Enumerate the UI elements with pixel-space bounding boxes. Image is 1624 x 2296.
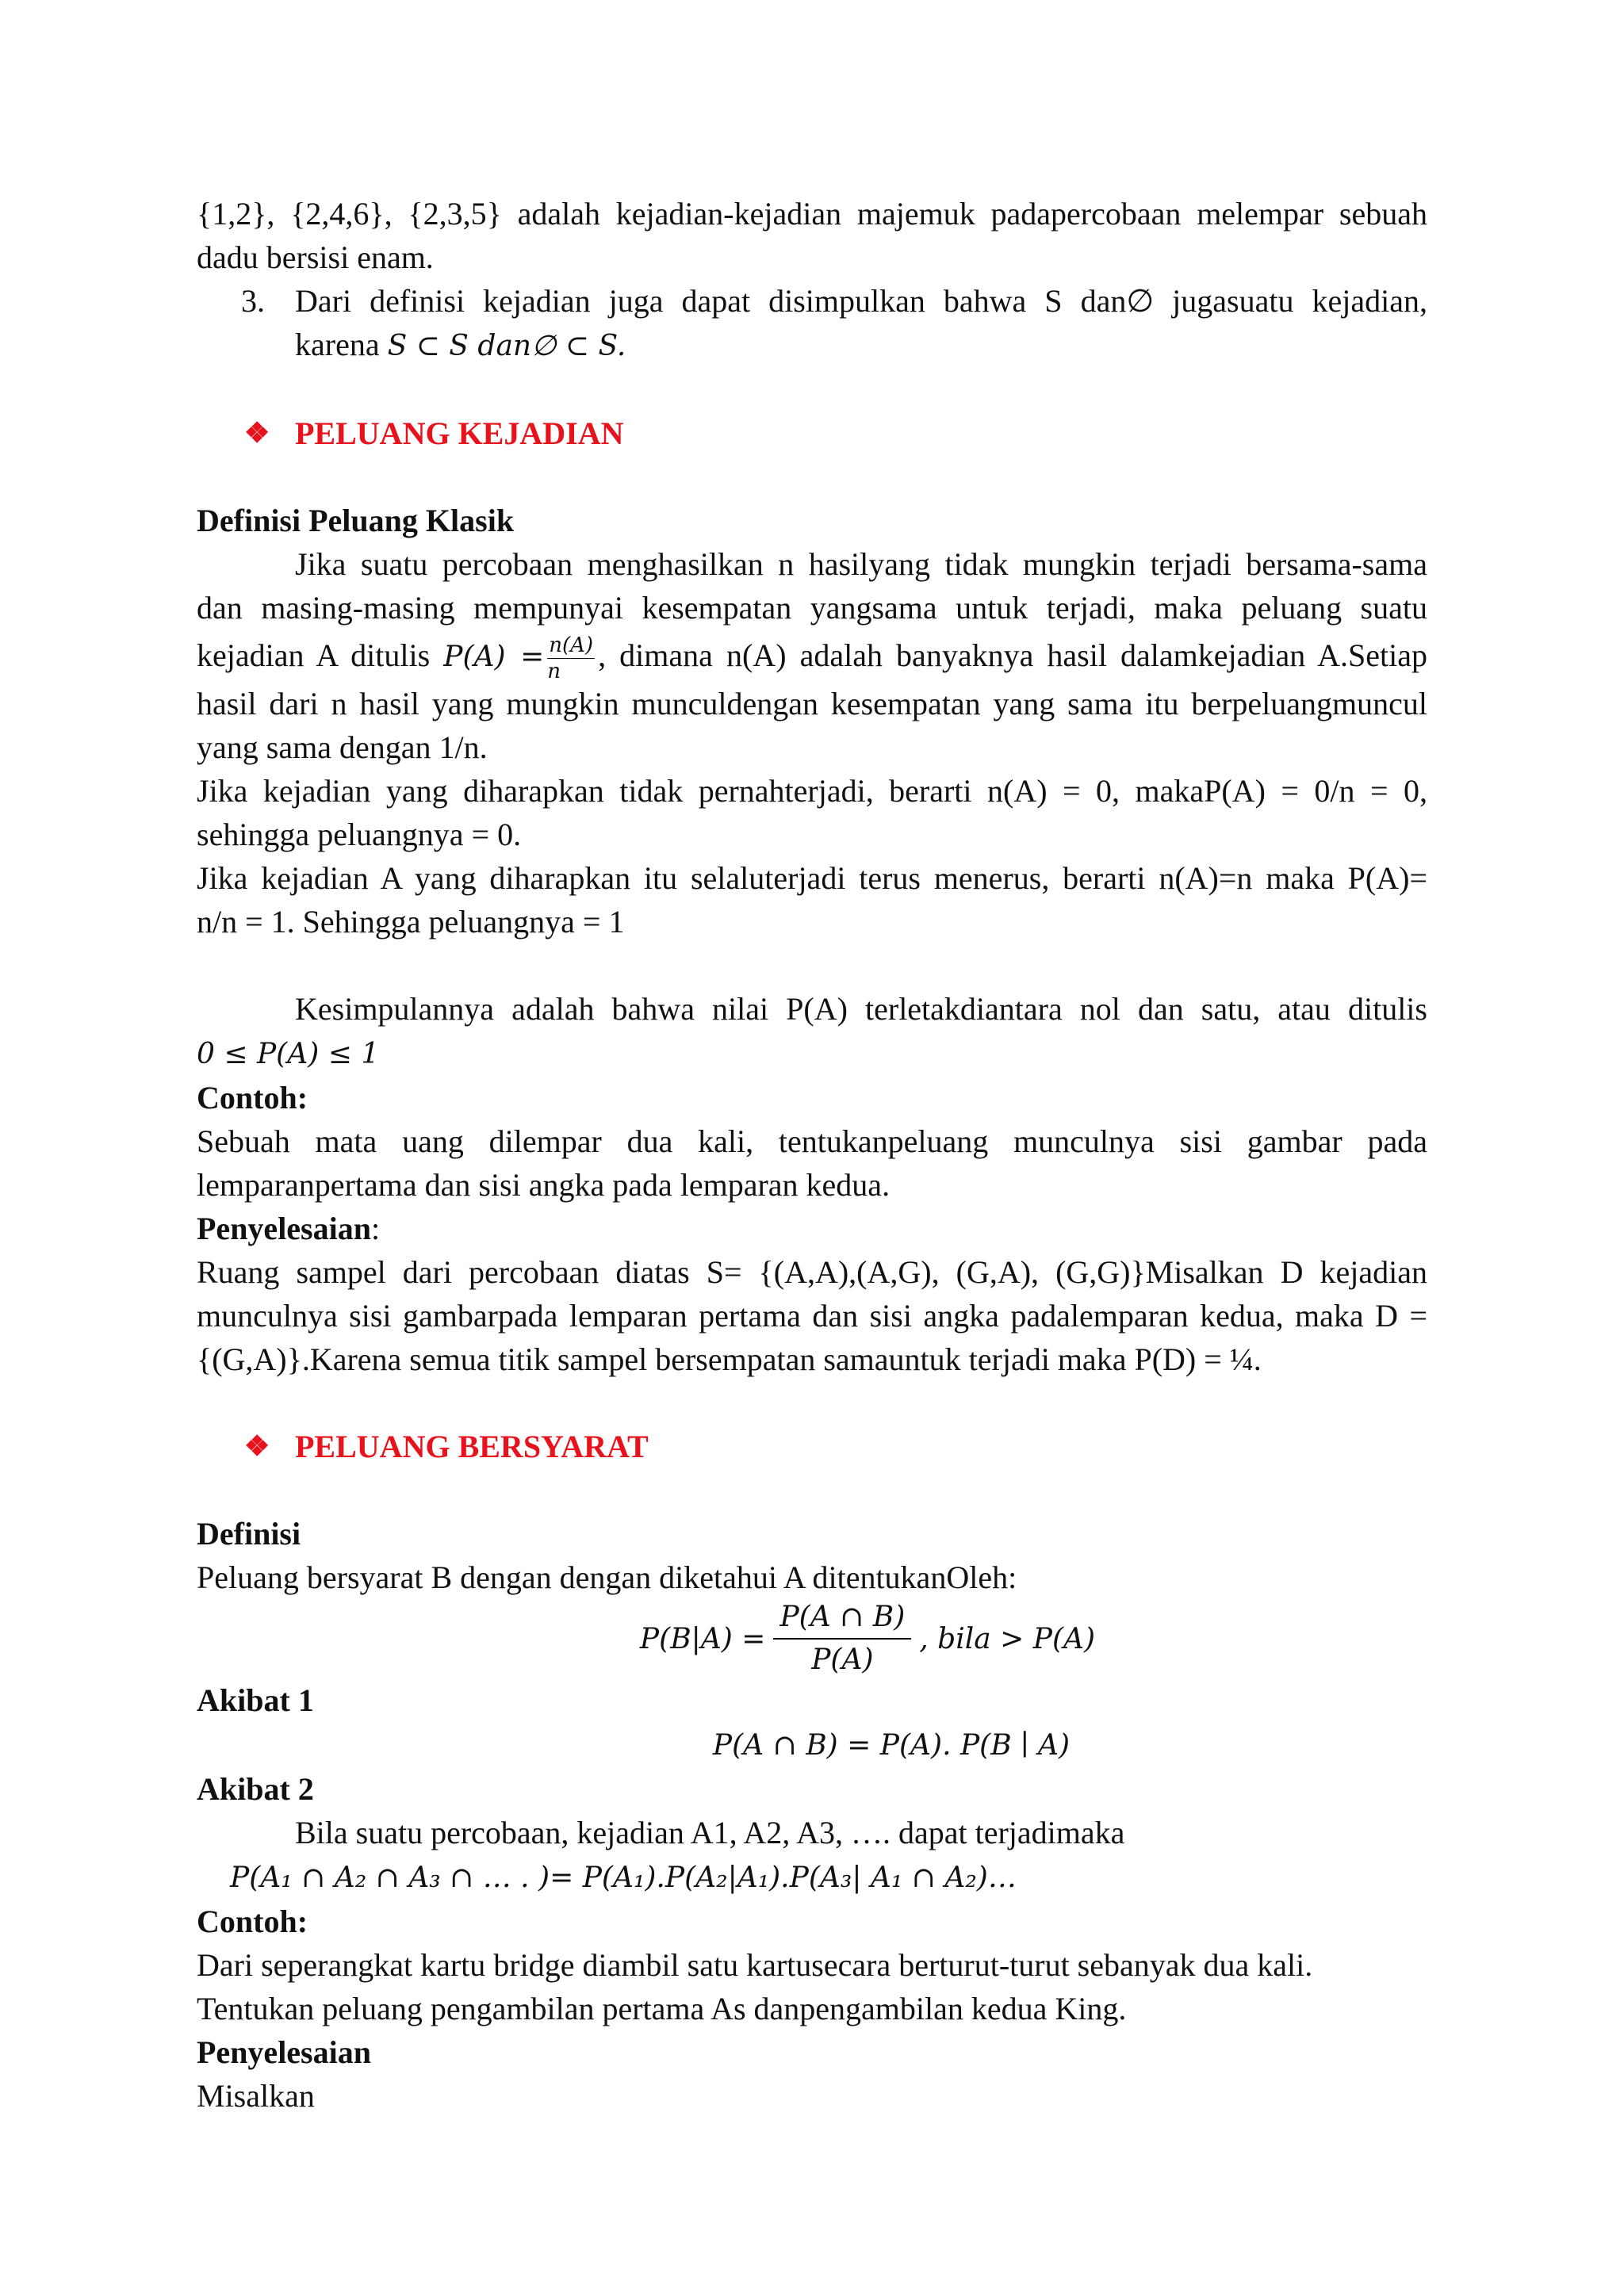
- paragraph-line: Kesimpulannya adalah bahwa nilai P(A) terletakdiantara nol dan satu, atau ditulis: [295, 991, 1427, 1027]
- document-page: [197, 192, 1427, 2118]
- fraction-denominator: n: [547, 660, 561, 684]
- conditional-probability-equation: [308, 1599, 1427, 1678]
- multiplication-rule-formula: [197, 1854, 1427, 1900]
- paragraph-line: sehingga peluangnya = 0.: [197, 817, 522, 852]
- diamond-bullet-icon: ❖: [244, 417, 270, 449]
- section-heading-peluang-bersyarat: [244, 1425, 1427, 1468]
- paragraph-line: Jika suatu percobaan menghasilkan n hasilyang tidak mungkin terjadi bersama-sama: [295, 546, 1427, 582]
- akibat-1-label: Akibat 1: [197, 1682, 314, 1718]
- equation-text: P(A ∩ B) = P(A). P(B ∣ A): [712, 1729, 1071, 1762]
- equation-rhs: , bila > P(A): [919, 1622, 1096, 1655]
- list-item-3: [197, 279, 1427, 368]
- paragraph-line-with-fraction: [197, 629, 1427, 682]
- section-title: PELUANG KEJADIAN: [295, 415, 624, 451]
- paragraph-line: {(G,A)}.Karena semua titik sampel bersempatan samauntuk terjadi maka P(D) = ¼.: [197, 1341, 1262, 1377]
- example-label: Contoh:: [197, 1080, 308, 1115]
- list-number: 3.: [241, 283, 265, 319]
- diamond-bullet-icon: ❖: [244, 1430, 270, 1462]
- paragraph-line: Jika kejadian yang diharapkan tidak pernahterjadi, berarti n(A) = 0, makaP(A) = 0/n = 0,: [197, 773, 1427, 809]
- solution-label-line: [197, 1207, 1427, 1250]
- paragraph-line: n/n = 1. Sehingga peluangnya = 1: [197, 904, 625, 939]
- list-item-3-line-1: Dari definisi kejadian juga dapat disimpulkan bahwa S dan∅ jugasuatu kejadian,: [295, 283, 1427, 319]
- paragraph-line: Tentukan peluang pengambilan pertama As danpengambilan kedua King.: [197, 1991, 1127, 2026]
- text-fragment: kejadian A ditulis: [197, 637, 444, 673]
- fraction: [773, 1601, 911, 1675]
- fraction-numerator: n(A): [549, 633, 594, 658]
- paragraph-line: Bila suatu percobaan, kejadian A1, A2, A3, …. dapat terjadimaka: [295, 1815, 1125, 1850]
- formula-text: P(A₁ ∩ A₂ ∩ A₃ ∩ … . )= P(A₁).P(A₂|A₁).P(A₃| A₁ ∩ A₂)…: [230, 1862, 1017, 1894]
- fraction: [547, 635, 595, 682]
- solution-label: Penyelesaian: [197, 1211, 371, 1246]
- solution-colon: :: [370, 1211, 381, 1246]
- inequality-text: 0 ≤ P(A) ≤ 1: [197, 1038, 380, 1070]
- paragraph-line: dan masing-masing mempunyai kesempatan yangsama untuk terjadi, maka peluang suatu: [197, 590, 1427, 626]
- intro-line-1: {1,2}, {2,4,6}, {2,3,5} adalah kejadian-kejadian majemuk padapercobaan melempar sebuah: [197, 196, 1427, 232]
- akibat-1-equation: [355, 1722, 1427, 1767]
- paragraph-line: Ruang sampel dari percobaan diatas S= {(A,A),(A,G), (G,A), (G,G)}Misalkan D kejadian: [197, 1254, 1427, 1290]
- example-label: Contoh:: [197, 1904, 308, 1939]
- section-title: PELUANG BERSYARAT: [295, 1429, 649, 1464]
- equation-lhs: P(B|A) =: [639, 1622, 766, 1655]
- paragraph-line: Jika kejadian A yang diharapkan itu selaluterjadi terus menerus, berarti n(A)=n maka P(A)=: [197, 860, 1427, 896]
- paragraph-line: Dari seperangkat kartu bridge diambil satu kartusecara berturut-turut sebanyak dua kali.: [197, 1947, 1313, 1983]
- fraction-numerator: P(A ∩ B): [773, 1601, 911, 1640]
- solution-label: Penyelesaian: [197, 2034, 371, 2070]
- inequality-formula: [197, 1031, 1427, 1076]
- paragraph-line: munculnya sisi gambarpada lemparan pertama dan sisi angka padalemparan kedua, maka D =: [197, 1298, 1427, 1334]
- definition-label: Definisi: [197, 1516, 301, 1552]
- list-item-3-text: karena: [295, 327, 388, 362]
- akibat-2-label: Akibat 2: [197, 1771, 314, 1807]
- probability-formula: P(A) =: [443, 641, 545, 673]
- paragraph-line: hasil dari n hasil yang mungkin munculdengan kesempatan yang sama itu berpeluangmuncul: [197, 686, 1427, 721]
- intro-line-2: dadu bersisi enam.: [197, 239, 434, 275]
- paragraph-line: Peluang bersyarat B dengan dengan diketahui A ditentukanOleh:: [197, 1559, 1017, 1595]
- subsection-title: Definisi Peluang Klasik: [197, 503, 515, 538]
- paragraph-line: Sebuah mata uang dilempar dua kali, tentukanpeluang munculnya sisi gambar pada: [197, 1123, 1427, 1159]
- paragraph-line: Misalkan: [197, 2078, 315, 2114]
- paragraph-line: lemparanpertama dan sisi angka pada lemparan kedua.: [197, 1167, 891, 1203]
- section-heading-peluang-kejadian: [244, 411, 1427, 455]
- list-item-3-line-2: [295, 323, 1427, 368]
- subset-formula: S ⊂ S dan∅ ⊂ S.: [387, 330, 626, 362]
- fraction-denominator: P(A): [811, 1644, 874, 1676]
- text-fragment: , dimana n(A) adalah banyaknya hasil dalamkejadian A.Setiap: [598, 637, 1428, 673]
- paragraph-line: yang sama dengan 1/n.: [197, 729, 488, 765]
